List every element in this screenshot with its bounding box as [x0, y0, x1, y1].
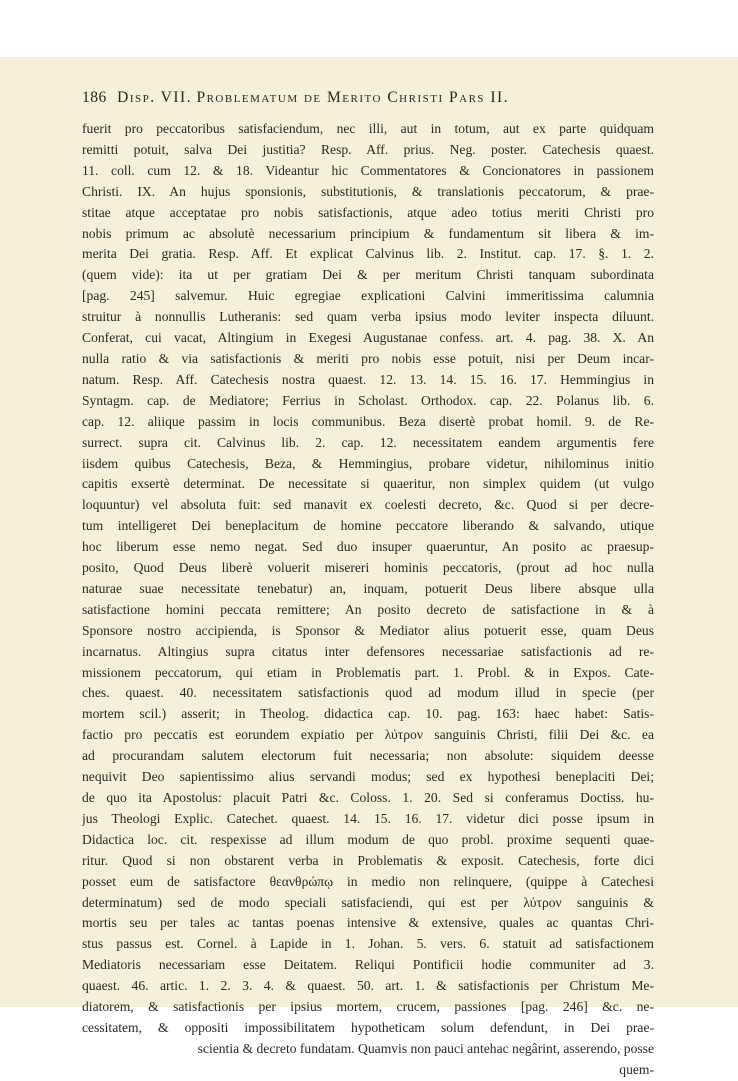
text-line: cap. 12. aliique passim in locis communibus. Beza disertè probat homil. 9. de Re- — [82, 413, 654, 429]
text-line: factio pro peccatis est eorundem expiatio per λύτρον sanguinis Christi, filii Dei &c. ea — [82, 727, 654, 743]
text-line: posset eum de satisfactore θεανθρώπῳ in medio non relinquere, (quippe à Catechesi — [82, 873, 654, 889]
text-line: nequivit Deo sapientissimo alius servandi modus; sed ex hypothesi beneplaciti Dei; — [82, 769, 654, 785]
text-line: nulla ratio & via satisfactionis & meriti pro nobis esse potuit, nisi per Deum incar- — [82, 350, 654, 366]
header-title: Problematum de Merito Christi Pars II. — [196, 89, 510, 106]
text-line: cessitatem, & oppositi impossibilitatem hypotheticam solum defendunt, in Dei prae- — [82, 1019, 654, 1035]
text-line: incarnatus. Altingius supra citatus inter defensores necessariae satisfactionis ad re- — [82, 643, 654, 659]
text-line: de quo ita Apostolus: placuit Patri &c. Coloss. 1. 20. Sed si conferamus Doctiss. hu- — [82, 790, 654, 805]
text-line: mortis seu per tales ac tantas poenas intensive & extensive, quales ac quantas Chri- — [82, 915, 654, 931]
text-line: (quem vide): ita ut per gratiam Dei & per meritum Christi tanquam subordinata — [82, 267, 654, 283]
text-line: iisdem quibus Catechesis, Beza, & Hemmingius, probare videtur, nihilominus initio — [82, 455, 654, 471]
text-line: struitur à nonnullis Lutheranis: sed quam verba ipsius modo leviter inspecta diluunt. — [82, 309, 654, 325]
text-line: hoc liberum esse nemo negat. Sed duo insuper quaeruntur, An posito ac praesup- — [82, 539, 654, 555]
text-line: tum intelligeret Dei beneplacitum de homine peccatore liberando & salvando, utique — [82, 518, 654, 534]
text-line: Conferat, cui vacat, Altingium in Exegesi Augustanae confess. art. 4. pag. 38. X. An — [82, 330, 654, 346]
text-line: stus passus est. Cornel. à Lapide in 1. Johan. 5. vers. 6. statuit ad satisfactionem — [82, 936, 654, 952]
text-line: posito, Quod Deus liberè voluerit misereri hominis peccatoris, (prout ad hoc nulla — [82, 560, 654, 576]
text-line: surrect. supra cit. Calvinus lib. 2. cap. 12. necessitatem eandem argumentis fere — [82, 434, 654, 450]
text-line: [pag. 245] salvemur. Huic egregiae explicationi Calvini immeritissima calumnia — [82, 288, 654, 304]
text-line: Syntagm. cap. de Mediatore; Ferrius in Scholast. Orthodox. cap. 22. Polanus lib. 6. — [82, 392, 654, 408]
text-line: satisfactione homini peccata remittere; An posito decreto de satisfactione in & à — [82, 601, 654, 617]
text-line: naturae suae necessitate tenebatur) an, inquam, potuerit Deus libere absque ulla — [82, 580, 654, 596]
text-line: stitae atque acceptatae pro nobis satisfactionis, atque adeo totius meriti Christi pro — [82, 204, 654, 220]
page-number: 186 — [82, 89, 107, 106]
running-header — [82, 89, 662, 107]
text-line: Sponsore nostro accipienda, is Sponsor & Mediator alius potuerit esse, quam Deus — [82, 622, 654, 638]
text-line: quaest. 46. artic. 1. 2. 3. 4. & quaest. 50. art. 1. & satisfactionis per Christum Me- — [82, 978, 654, 994]
text-line: capitis exsertè determinat. De necessitate si quaeritur, non simplex quidem (ut vulgo — [82, 476, 654, 492]
text-line: fuerit pro peccatoribus satisfaciendum, nec illi, aut in totum, aut ex parte quidquam — [82, 121, 654, 136]
text-line: ad procurandam salutem electorum fuit necessaria; non absolute: siquidem deesse — [82, 748, 654, 764]
text-line: nobis primum ac absolutè necessarium principium & fundamentum sit libera & im- — [82, 225, 654, 241]
text-line: ches. quaest. 40. necessitatem satisfactionis quod ad modum illud in specie (per — [82, 685, 654, 701]
text-line: loquuntur) vel absoluta fuit: sed manavit ex coelesti decreto, &c. Quod si per decre- — [82, 497, 654, 513]
header-disputation: Disp. VII. — [117, 89, 193, 106]
catchword: quem- — [619, 1061, 654, 1077]
book-page — [0, 57, 738, 1077]
text-line: jus Theologi Explic. Catechet. quaest. 14. 15. 16. 17. videtur dici posse ipsum in — [82, 810, 654, 826]
text-line: merita Dei gratia. Resp. Aff. Et explicat Calvinus lib. 2. Institut. cap. 17. §. 1. 2. — [82, 246, 654, 262]
text-line: Mediatoris necessariam esse Deitatem. Reliqui Pontificii hodie communiter ad 3. — [82, 957, 654, 973]
text-line: ritur. Quod si non obstarent verba in Problematis & exposit. Catechesis, forte dici — [82, 852, 654, 868]
text-line: determinatum) sed de modo speciali satisfaciendi, qui est per λύτρον sanguinis & — [82, 894, 654, 910]
text-line: diatorem, & satisfactionis per ipsius mortem, crucem, passiones [pag. 246] &c. ne- — [82, 999, 654, 1015]
body-text — [82, 119, 654, 1081]
text-line: missionem peccatorum, qui etiam in Problematis part. 1. Probl. & in Expos. Cate- — [82, 664, 654, 680]
text-line: 11. coll. cum 12. & 18. Videantur hic Commentatores & Concionatores in passionem — [82, 162, 654, 178]
text-line: Didactica loc. cit. respexisse ad illum modum de quo probl. proxime sequenti quae- — [82, 831, 654, 847]
text-line: scientia & decreto fundatam. Quamvis non pauci antehac negârint, asserendo, posse — [197, 1040, 654, 1056]
text-line: natum. Resp. Aff. Catechesis nostra quaest. 12. 13. 14. 15. 16. 17. Hemmingius in — [82, 371, 654, 387]
text-line: Christi. IX. An hujus sponsionis, substitutionis, & translationis peccatorum, & prae- — [82, 183, 654, 199]
text-line: mortem scil.) asserit; in Theolog. didactica cap. 10. pag. 163: haec habet: Satis- — [82, 706, 654, 722]
text-line: remitti potuit, salva Dei justitia? Resp. Aff. prius. Neg. poster. Catechesis quaest. — [82, 141, 654, 157]
